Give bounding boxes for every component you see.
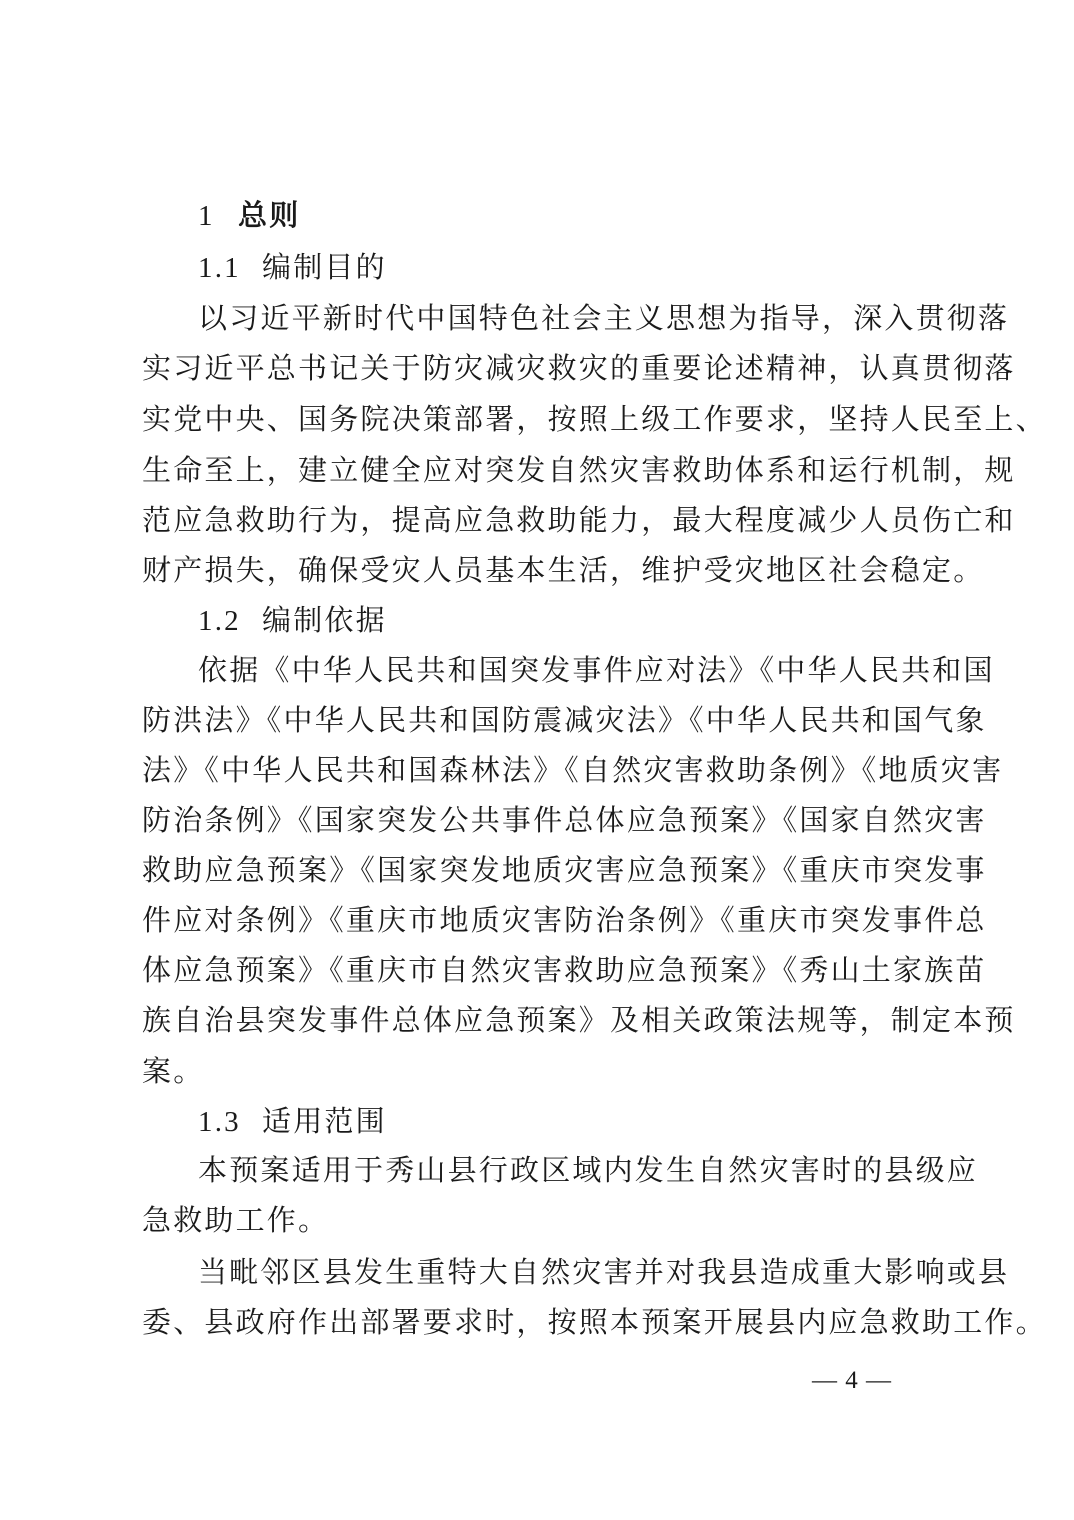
subsection-title: 编制目的 xyxy=(262,250,387,284)
subsection-heading xyxy=(198,600,998,641)
paragraph-line: 防洪法》《中华人民共和国防震减灾法》《中华人民共和国气象 xyxy=(142,703,987,737)
subsection-number: 1.1 xyxy=(198,252,241,284)
paragraph-line: 范应急救助行为，提高应急救助能力，最大程度减少人员伤亡和 xyxy=(142,503,1016,537)
section-number: 1 xyxy=(198,200,215,232)
subsection-title: 编制依据 xyxy=(262,603,387,637)
paragraph-line: 实党中央、国务院决策部署，按照上级工作要求，坚持人民至上、 xyxy=(142,402,1047,436)
paragraph-line: 法》《中华人民共和国森林法》《自然灾害救助条例》《地质灾害 xyxy=(142,753,1004,787)
paragraph-line: 财产损失，确保受灾人员基本生活，维护受灾地区社会稳定。 xyxy=(142,553,985,587)
section-heading xyxy=(198,195,998,236)
page-number: — 4 — xyxy=(812,1367,892,1394)
subsection-heading xyxy=(198,1101,998,1142)
subsection-title: 适用范围 xyxy=(262,1104,387,1138)
paragraph-line: 生命至上，建立健全应对突发自然灾害救助体系和运行机制，规 xyxy=(142,453,1016,487)
paragraph-line: 体应急预案》《重庆市自然灾害救助应急预案》《秀山土家族苗 xyxy=(142,953,987,987)
paragraph-line: 本预案适用于秀山县行政区域内发生自然灾害时的县级应 xyxy=(198,1153,979,1187)
subsection-number: 1.2 xyxy=(198,605,241,637)
paragraph-line: 案。 xyxy=(142,1054,205,1088)
paragraph-line: 救助应急预案》《国家突发地质灾害应急预案》《重庆市突发事 xyxy=(142,853,987,887)
paragraph-line: 件应对条例》《重庆市地质灾害防治条例》《重庆市突发事件总 xyxy=(142,903,987,937)
paragraph-line: 族自治县突发事件总体应急预案》及相关政策法规等，制定本预 xyxy=(142,1003,1016,1037)
paragraph-line: 委、县政府作出部署要求时，按照本预案开展县内应急救助工作。 xyxy=(142,1305,1047,1339)
subsection-number: 1.3 xyxy=(198,1106,241,1138)
subsection-heading xyxy=(198,247,998,288)
section-title: 总则 xyxy=(238,198,301,232)
paragraph-line: 当毗邻区县发生重特大自然灾害并对我县造成重大影响或县 xyxy=(198,1255,1010,1289)
paragraph-line: 以习近平新时代中国特色社会主义思想为指导，深入贯彻落 xyxy=(198,301,1010,335)
paragraph-line: 急救助工作。 xyxy=(142,1203,330,1237)
paragraph-line: 依据《中华人民共和国突发事件应对法》《中华人民共和国 xyxy=(198,653,995,687)
paragraph-line: 实习近平总书记关于防灾减灾救灾的重要论述精神，认真贯彻落 xyxy=(142,351,1016,385)
paragraph-line: 防治条例》《国家突发公共事件总体应急预案》《国家自然灾害 xyxy=(142,803,987,837)
